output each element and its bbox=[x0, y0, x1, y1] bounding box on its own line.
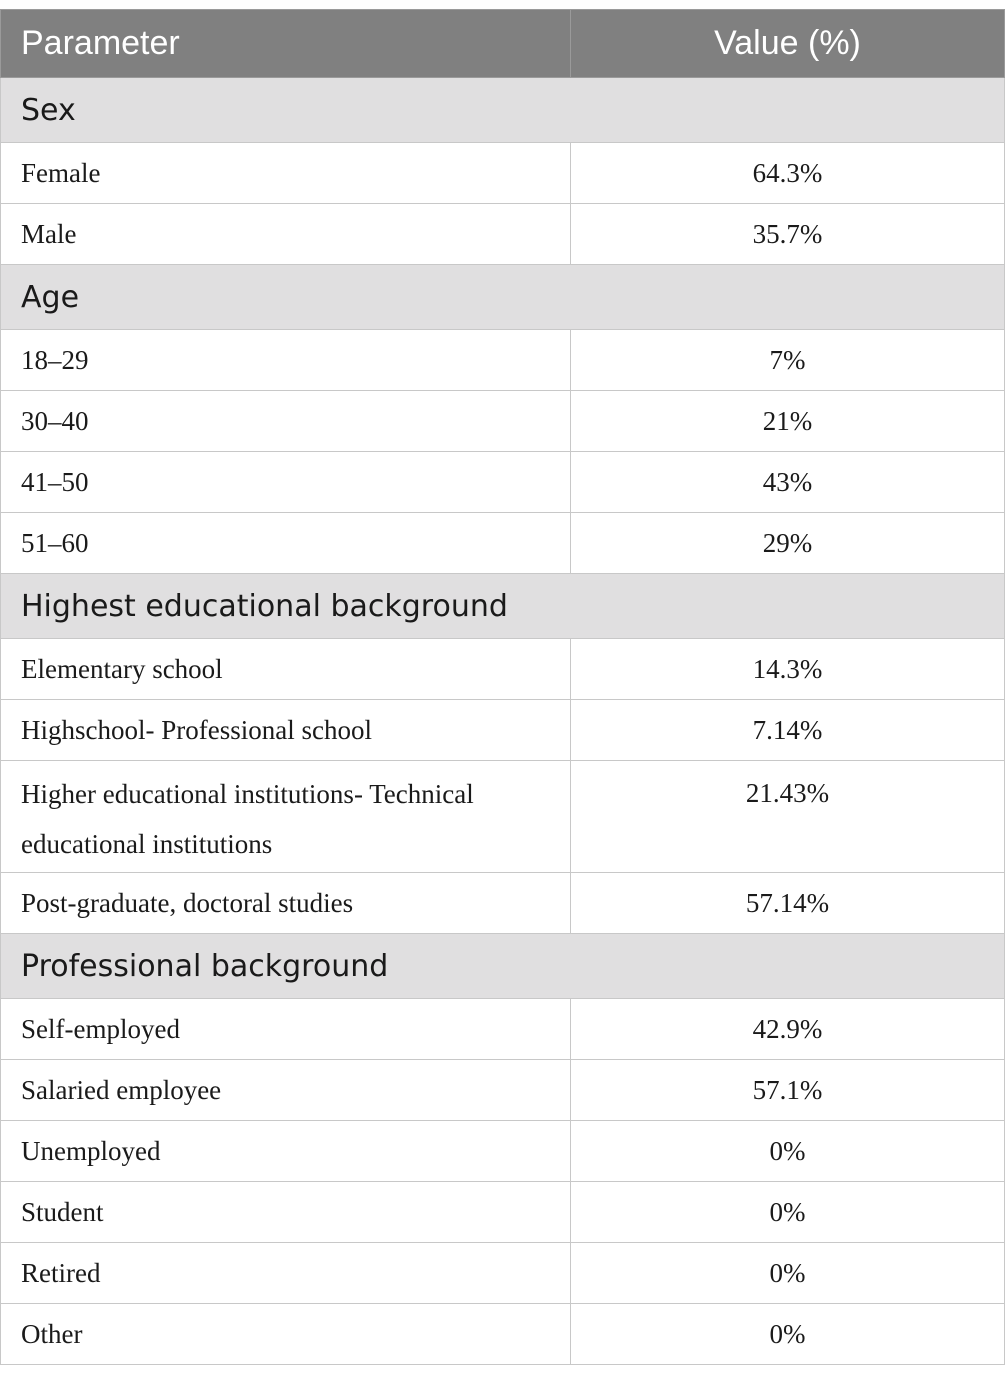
table-row bbox=[1, 1182, 1005, 1243]
row-value: 42.9% bbox=[571, 999, 1005, 1060]
row-value: 14.3% bbox=[571, 639, 1005, 700]
table-row bbox=[1, 1304, 1005, 1365]
row-parameter: Other bbox=[1, 1304, 571, 1365]
header-parameter: Parameter bbox=[1, 10, 571, 78]
row-value: 7% bbox=[571, 330, 1005, 391]
row-value: 0% bbox=[571, 1243, 1005, 1304]
row-parameter: Student bbox=[1, 1182, 571, 1243]
row-value: 57.14% bbox=[571, 873, 1005, 934]
table-row bbox=[1, 452, 1005, 513]
table-row bbox=[1, 204, 1005, 265]
row-value: 29% bbox=[571, 513, 1005, 574]
section-title: Professional background bbox=[1, 934, 1005, 999]
row-parameter: Female bbox=[1, 143, 571, 204]
section-title: Sex bbox=[1, 78, 1005, 143]
row-parameter: 30–40 bbox=[1, 391, 571, 452]
table-row bbox=[1, 1243, 1005, 1304]
section-row-professional bbox=[1, 934, 1005, 999]
table-row bbox=[1, 1121, 1005, 1182]
row-value: 21.43% bbox=[571, 761, 1005, 873]
section-title: Age bbox=[1, 265, 1005, 330]
section-row-age bbox=[1, 265, 1005, 330]
table-header-row bbox=[1, 10, 1005, 78]
row-parameter: 51–60 bbox=[1, 513, 571, 574]
row-value: 0% bbox=[571, 1304, 1005, 1365]
table-row bbox=[1, 391, 1005, 452]
table-row bbox=[1, 1060, 1005, 1121]
row-parameter: Unemployed bbox=[1, 1121, 571, 1182]
row-value: 35.7% bbox=[571, 204, 1005, 265]
row-parameter: Self-employed bbox=[1, 999, 571, 1060]
row-value: 0% bbox=[571, 1182, 1005, 1243]
row-parameter: Post-graduate, doctoral studies bbox=[1, 873, 571, 934]
row-parameter: 41–50 bbox=[1, 452, 571, 513]
demographics-table bbox=[0, 9, 1005, 1365]
table-row bbox=[1, 999, 1005, 1060]
section-row-sex bbox=[1, 78, 1005, 143]
table-row bbox=[1, 330, 1005, 391]
row-parameter: 18–29 bbox=[1, 330, 571, 391]
section-title: Highest educational background bbox=[1, 574, 1005, 639]
table-row bbox=[1, 143, 1005, 204]
row-value: 64.3% bbox=[571, 143, 1005, 204]
row-parameter: Salaried employee bbox=[1, 1060, 571, 1121]
row-value: 43% bbox=[571, 452, 1005, 513]
header-value: Value (%) bbox=[571, 10, 1005, 78]
row-value: 0% bbox=[571, 1121, 1005, 1182]
row-value: 57.1% bbox=[571, 1060, 1005, 1121]
table-row bbox=[1, 873, 1005, 934]
row-value: 7.14% bbox=[571, 700, 1005, 761]
table-row bbox=[1, 700, 1005, 761]
row-parameter: Higher educational institutions- Technical educational institutions bbox=[1, 761, 571, 873]
table-row bbox=[1, 761, 1005, 873]
row-parameter: Retired bbox=[1, 1243, 571, 1304]
row-value: 21% bbox=[571, 391, 1005, 452]
section-row-education bbox=[1, 574, 1005, 639]
table-row bbox=[1, 639, 1005, 700]
row-parameter: Male bbox=[1, 204, 571, 265]
table-row bbox=[1, 513, 1005, 574]
row-parameter: Highschool- Professional school bbox=[1, 700, 571, 761]
row-parameter: Elementary school bbox=[1, 639, 571, 700]
